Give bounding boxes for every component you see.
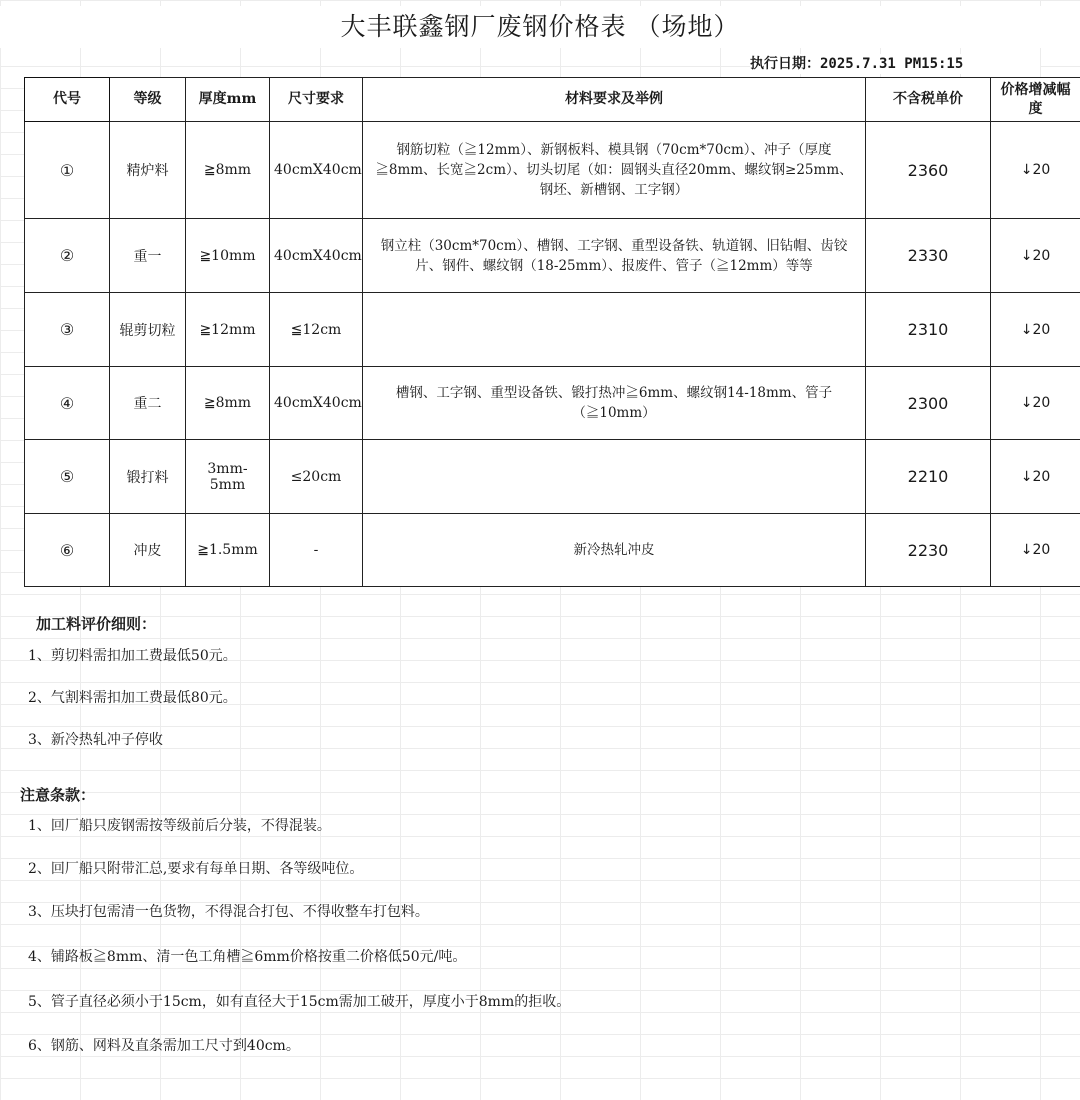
execution-date-value: 2025.7.31 PM15:15 (820, 56, 964, 72)
notes-item: 3、压块打包需清一色货物，不得混合打包、不得收整车打包料。 (28, 904, 429, 920)
notes-item: 4、铺路板≧8mm、清一色工角槽≧6mm价格按重二价格低50元/吨。 (28, 949, 467, 965)
cell-change: ↓20 (991, 367, 1080, 440)
cell-thickness: ≧1.5mm (186, 514, 270, 587)
cell-thickness: ≧10mm (186, 219, 270, 293)
cell-size: 40cmX40cm (270, 219, 363, 293)
cell-price: 2310 (866, 293, 991, 367)
cell-materials (363, 293, 866, 367)
header-materials: 材料要求及举例 (363, 78, 866, 122)
table-row (25, 514, 1080, 587)
cell-change: ↓20 (991, 514, 1080, 587)
cell-code: ① (25, 122, 110, 219)
cell-size: - (270, 514, 363, 587)
processing-item: 3、新冷热轧冲子停收 (28, 732, 163, 748)
table-row (25, 367, 1080, 440)
cell-price: 2330 (866, 219, 991, 293)
cell-change: ↓20 (991, 219, 1080, 293)
cell-price: 2230 (866, 514, 991, 587)
header-price: 不含税单价 (866, 78, 991, 122)
cell-price: 2300 (866, 367, 991, 440)
cell-code: ④ (25, 367, 110, 440)
notes-item: 5、管子直径必须小于15cm，如有直径大于15cm需加工破开，厚度小于8mm的拒收。 (28, 994, 571, 1010)
table-row (25, 122, 1080, 219)
cell-code: ⑥ (25, 514, 110, 587)
notes-section-title: 注意条款： (20, 786, 96, 804)
execution-date-label: 执行日期： (750, 56, 820, 72)
cell-grade: 锻打料 (110, 440, 186, 514)
table-row (25, 293, 1080, 367)
cell-price: 2360 (866, 122, 991, 219)
cell-grade: 冲皮 (110, 514, 186, 587)
header-grade: 等级 (110, 78, 186, 122)
cell-price: 2210 (866, 440, 991, 514)
cell-grade: 辊剪切粒 (110, 293, 186, 367)
cell-thickness: ≧12mm (186, 293, 270, 367)
table-header-row (25, 78, 1080, 122)
cell-materials: 槽钢、工字钢、重型设备铁、锻打热冲≧6mm、螺纹钢14-18mm、管子（≧10mm） (363, 367, 866, 440)
processing-item: 2、气割料需扣加工费最低80元。 (28, 690, 237, 706)
processing-section-title: 加工料评价细则： (36, 615, 157, 633)
cell-code: ② (25, 219, 110, 293)
cell-size: 40cmX40cm (270, 367, 363, 440)
cell-thickness: 3mm-5mm (186, 440, 270, 514)
cell-thickness: ≧8mm (186, 367, 270, 440)
execution-date (750, 54, 1040, 74)
cell-materials (363, 440, 866, 514)
header-change: 价格增减幅度 (991, 78, 1080, 122)
table-row (25, 440, 1080, 514)
cell-size: 40cmX40cm (270, 122, 363, 219)
price-table (24, 77, 1080, 587)
header-code: 代号 (25, 78, 110, 122)
cell-materials: 钢立柱（30cm*70cm）、槽钢、工字钢、重型设备铁、轨道钢、旧钻帽、齿铰片、钢件、螺纹钢（18-25mm）、报废件、管子（≧12mm）等等 (363, 219, 866, 293)
cell-change: ↓20 (991, 440, 1080, 514)
header-thickness: 厚度mm (186, 78, 270, 122)
page-title: 大丰联鑫钢厂废钢价格表 （场地） (0, 6, 1080, 48)
notes-item: 1、回厂船只废钢需按等级前后分装，不得混装。 (28, 818, 331, 834)
processing-item: 1、剪切料需扣加工费最低50元。 (28, 648, 237, 664)
notes-item: 6、钢筋、网料及直条需加工尺寸到40cm。 (28, 1038, 300, 1054)
cell-grade: 重一 (110, 219, 186, 293)
cell-change: ↓20 (991, 293, 1080, 367)
header-size: 尺寸要求 (270, 78, 363, 122)
cell-change: ↓20 (991, 122, 1080, 219)
cell-materials: 新冷热轧冲皮 (363, 514, 866, 587)
cell-thickness: ≧8mm (186, 122, 270, 219)
cell-size: ≦12cm (270, 293, 363, 367)
cell-grade: 重二 (110, 367, 186, 440)
cell-size: ≤20cm (270, 440, 363, 514)
table-row (25, 219, 1080, 293)
cell-grade: 精炉料 (110, 122, 186, 219)
cell-code: ⑤ (25, 440, 110, 514)
notes-item: 2、回厂船只附带汇总,要求有每单日期、各等级吨位。 (28, 861, 364, 877)
cell-code: ③ (25, 293, 110, 367)
cell-materials: 钢筋切粒（≧12mm）、新钢板料、模具钢（70cm*70cm）、冲子（厚度≧8mm、长宽≧2cm）、切头切尾（如：圆钢头直径20mm、螺纹钢≥25mm、钢坯、新槽钢、工字钢） (363, 122, 866, 219)
